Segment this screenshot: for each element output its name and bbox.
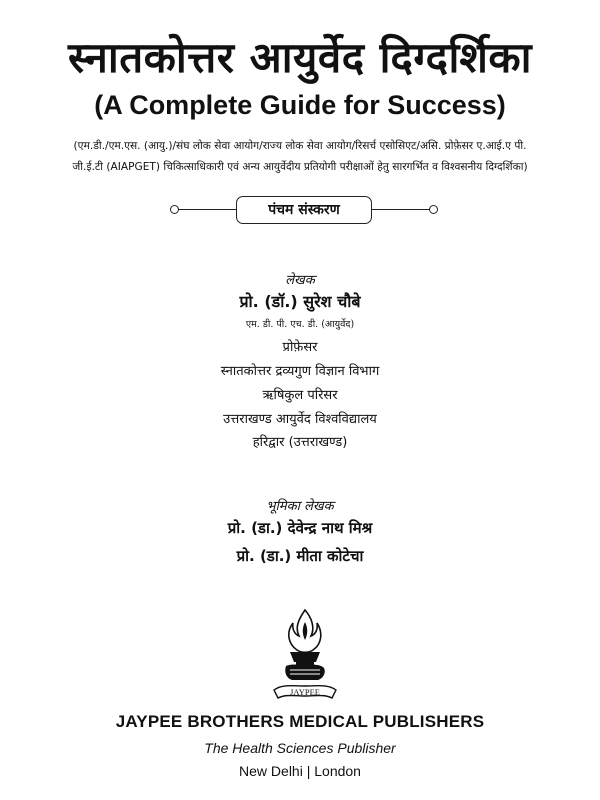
- author-degrees: एम. डी. पी. एच. डी. (आयुर्वेद): [245, 319, 355, 330]
- edition-rule-left-dot: [170, 205, 179, 214]
- publisher-name: JAYPEE BROTHERS MEDICAL PUBLISHERS: [115, 712, 485, 731]
- publisher-cities: New Delhi | London: [239, 763, 361, 779]
- edition-banner: [170, 196, 438, 224]
- subtitle-line-1: (एम.डी./एम.एस. (आयु.)/संघ लोक सेवा आयोग/राज्य लोक सेवा आयोग/रिसर्च एसोसिएट/असि. प्रोफ़ेसर ए.आई.ए पी.: [73, 140, 527, 152]
- author-designation: प्रोफ़ेसर: [282, 340, 318, 355]
- foreword-writer-1: प्रो. (डा.) देवेन्द्र नाथ मिश्र: [227, 519, 373, 537]
- logo-text: JAYPEE: [290, 687, 320, 697]
- foreword-writer-2: प्रो. (डा.) मीता कोटेचा: [236, 547, 364, 565]
- publisher-tagline: The Health Sciences Publisher: [204, 740, 396, 756]
- author-department: स्नातकोत्तर द्रव्यगुण विज्ञान विभाग: [220, 364, 380, 379]
- author-university: उत्तराखण्ड आयुर्वेद विश्वविद्यालय: [223, 412, 377, 427]
- foreword-label: भूमिका लेखक: [266, 499, 334, 514]
- author-label: लेखक: [285, 273, 315, 288]
- book-title-hindi: स्नातकोत्तर आयुर्वेद दिग्दर्शिका: [67, 33, 533, 82]
- author-campus: ऋषिकुल परिसर: [262, 388, 338, 403]
- publisher-logo: [268, 606, 342, 710]
- author-city: हरिद्वार (उत्तराखण्ड): [252, 435, 348, 450]
- logo-lamp: [290, 652, 320, 662]
- book-title-english: (A Complete Guide for Success): [94, 90, 506, 120]
- edition-rule-right-dot: [429, 205, 438, 214]
- edition-label: पंचम संस्करण: [236, 196, 372, 224]
- book-subtitle: [0, 136, 600, 178]
- logo-hand: [285, 665, 325, 681]
- author-name: प्रो. (डॉ.) सुरेश चौबे: [239, 292, 361, 311]
- subtitle-line-2: जी.ई.टी (AIAPGET) चिकित्साधिकारी एवं अन्य आयुर्वेदीय प्रतियोगी परीक्षाओं हेतु सारगर्भित व विश्वसनीय दिग्दर्शिका): [72, 161, 528, 173]
